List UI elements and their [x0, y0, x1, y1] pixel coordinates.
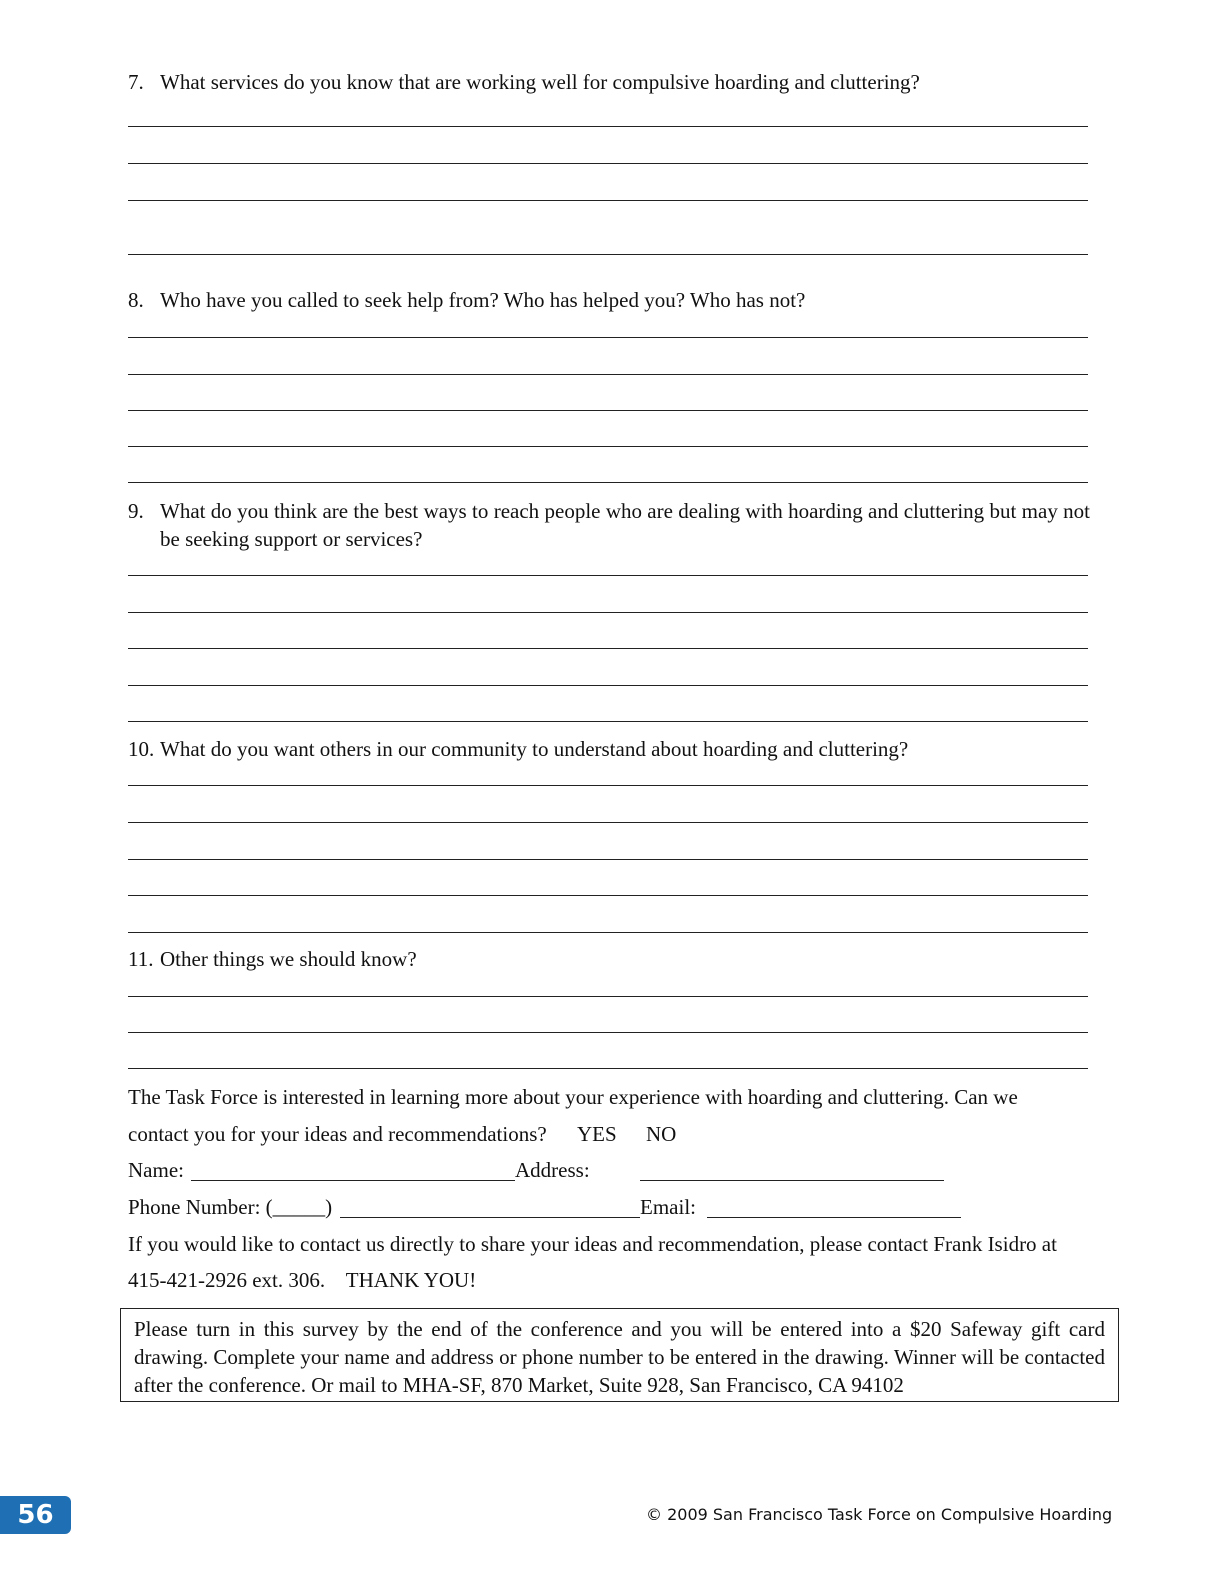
- question-number: 10.: [128, 737, 155, 761]
- answer-line[interactable]: [128, 612, 1088, 613]
- phone-label: Phone Number: (_____): [128, 1195, 333, 1219]
- answer-line[interactable]: [128, 1032, 1088, 1033]
- drawing-notice-box: Please turn in this survey by the end of the conference and you will be entered into a $20 Safeway gift card drawing. Complete your name and address or phone number to be entered in the drawing. Winner will be contacted after the conference. Or mail to MHA-SF, 870 Market, Suite 928, San Francisco, CA 94102: [120, 1308, 1119, 1402]
- contact-intro-line-2: [128, 1120, 677, 1148]
- address-field[interactable]: [640, 1180, 944, 1181]
- question-number: 7.: [128, 70, 144, 94]
- email-label: Email:: [640, 1195, 696, 1219]
- question-10: [128, 735, 1090, 763]
- address-label: Address:: [515, 1158, 590, 1182]
- answer-line[interactable]: [128, 254, 1088, 255]
- question-text: Who have you called to seek help from? Who has helped you? Who has not?: [160, 288, 806, 312]
- answer-line[interactable]: [128, 895, 1088, 896]
- answer-line[interactable]: [128, 685, 1088, 686]
- name-field[interactable]: [191, 1180, 515, 1181]
- answer-line[interactable]: [128, 374, 1088, 375]
- page-number-badge: 56: [0, 1496, 71, 1534]
- answer-line[interactable]: [128, 200, 1088, 201]
- name-label: Name:: [128, 1158, 184, 1182]
- answer-line[interactable]: [128, 163, 1088, 164]
- question-text: Other things we should know?: [160, 947, 417, 971]
- question-number: 8.: [128, 288, 144, 312]
- answer-line[interactable]: [128, 648, 1088, 649]
- email-field[interactable]: [707, 1217, 961, 1218]
- question-11: [128, 945, 1090, 973]
- answer-line[interactable]: [128, 996, 1088, 997]
- question-8: [128, 286, 1090, 314]
- no-option[interactable]: NO: [646, 1122, 677, 1146]
- yes-option[interactable]: YES: [577, 1122, 617, 1146]
- contact-question: contact you for your ideas and recommendations?: [128, 1122, 547, 1146]
- question-number: 11.: [128, 947, 154, 971]
- answer-line[interactable]: [128, 859, 1088, 860]
- answer-line[interactable]: [128, 126, 1088, 127]
- answer-line[interactable]: [128, 482, 1088, 483]
- answer-line[interactable]: [128, 785, 1088, 786]
- copyright-footer: © 2009 San Francisco Task Force on Compulsive Hoarding: [646, 1505, 1113, 1524]
- answer-line[interactable]: [128, 410, 1088, 411]
- question-text: What do you want others in our community to understand about hoarding and cluttering?: [160, 737, 909, 761]
- answer-line[interactable]: [128, 932, 1088, 933]
- answer-line[interactable]: [128, 337, 1088, 338]
- question-text: What do you think are the best ways to reach people who are dealing with hoarding and cluttering but may not be seeking support or services?: [160, 499, 1090, 551]
- answer-line[interactable]: [128, 1068, 1088, 1069]
- question-9: [128, 497, 1090, 553]
- answer-line[interactable]: [128, 446, 1088, 447]
- answer-line[interactable]: [128, 721, 1088, 722]
- question-7: [128, 68, 1090, 96]
- answer-line[interactable]: [128, 822, 1088, 823]
- answer-line[interactable]: [128, 575, 1088, 576]
- contact-intro-line-1: The Task Force is interested in learning more about your experience with hoarding and cluttering. Can we: [128, 1085, 1018, 1109]
- question-text: What services do you know that are working well for compulsive hoarding and cluttering?: [160, 70, 920, 94]
- phone-field[interactable]: [340, 1217, 640, 1218]
- question-number: 9.: [128, 499, 144, 523]
- direct-contact-line-1: If you would like to contact us directly to share your ideas and recommendation, please contact Frank Isidro at: [128, 1232, 1057, 1256]
- direct-contact-line-2: 415-421-2926 ext. 306. THANK YOU!: [128, 1268, 477, 1292]
